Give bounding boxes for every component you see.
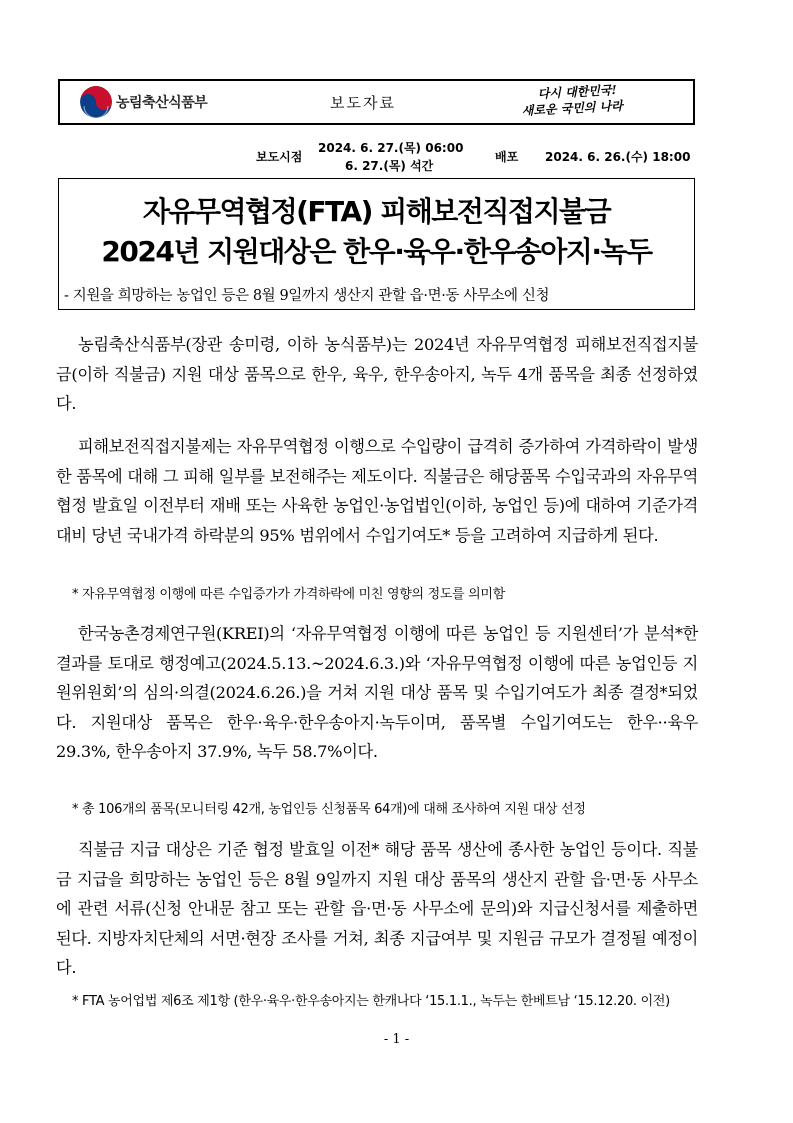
footnote-1: * 자유무역협정 이행에 따른 수입증가가 가격하락에 미친 영향의 정도를 의미함 [72, 587, 505, 602]
embargo-value-1: 2024. 6. 27.(목) 06:00 [318, 141, 464, 155]
footnote-2: * 총 106개의 품목(모니터링 42개, 농업인등 신청품목 64개)에 대해 조사하여 지원 대상 선정 [72, 802, 586, 817]
paragraph-1: 농림축산식품부(장관 송미령, 이하 농식품부)는 2024년 자유무역협정 피해보전직접지불금(이하 직불금) 지원 대상 품목으로 한우, 육우, 한우송아지, 녹두 4개 품목을 최종 선정하였다. [56, 335, 698, 413]
subheadline: - 지원을 희망하는 농업인 등은 8월 9일까지 생산지 관할 읍·면·동 사무소에 신청 [64, 288, 550, 304]
page-number: - 1 - [383, 1032, 410, 1047]
distribution-value: 2024. 6. 26.(수) 18:00 [545, 150, 691, 164]
ministry-name: 농림축산식품부 [116, 95, 208, 111]
paragraph-2: 피해보전직접지불제는 자유무역협정 이행으로 수입량이 급격히 증가하여 가격하락이 발생한 품목에 대해 그 피해 일부를 보전해주는 제도이다. 직불금은 해당품목 수입국과의 자유무역협정 발효일 이전부터 재배 또는 사육한 농업인·농업법인(이하, 농업인 등)에 대하여 기준가격 대비 당년 국내가격 하락분의 95% 범위에서 수입기여도* 등을 고려하여 지급하게 된다. [56, 437, 698, 545]
headline-line-2: 2024년 지원대상은 한우·육우·한우송아지·녹두 [101, 235, 652, 268]
embargo-label: 보도시점 [256, 150, 303, 164]
paragraph-4: 직불금 지급 대상은 기준 협정 발효일 이전* 해당 품목 생산에 종사한 농업인 등이다. 직불금 지급을 희망하는 농업인 등은 8월 9일까지 지원 대상 품목의 생산지 관할 읍·면·동 사무소에 관련 서류(신청 안내문 참고 또는 관할 읍·면·동 사무소에 문의)와 지급신청서를 제출하면 된다. 지방자치단체의 서면·현장 조사를 거쳐, 최종 지급여부 및 지원금 규모가 결정될 예정이다. [56, 840, 698, 977]
headline-line-1: 자유무역협정(FTA) 피해보전직접지불금 [142, 195, 611, 228]
footnote-3: * FTA 농어업법 제6조 제1항 (한우·육우·한우송아지는 한캐나다 ‘15.1.1., 녹두는 한베트남 ‘15.12.20. 이전) [72, 994, 670, 1009]
distribution-label: 배포 [495, 150, 519, 164]
slogan-handwriting [518, 83, 673, 121]
paragraph-3: 한국농촌경제연구원(KREI)의 ‘자유무역협정 이행에 따른 농업인 등 지원센터’가 분석*한 결과를 토대로 행정예고(2024.5.13.~2024.6.3.)와 ‘자유무역협정 이행에 따른 농업인등 지원위원회’의 심의·의결(2024.6.26.)을 거쳐 지원 대상 품목 및 수입기여도가 최종 결정*되었다. 지원대상 품목은 한우·육우·한우송아지·녹두이며, 품목별 수입기여도는 한우··육우 29.3%, 한우송아지 37.9%, 녹두 58.7%이다. [56, 624, 698, 761]
svg-text:다시 대한민국!: 다시 대한민국! [537, 83, 618, 101]
svg-text:새로운 국민의 나라: 새로운 국민의 나라 [521, 98, 624, 118]
embargo-value-2: 6. 27.(목) 석간 [345, 159, 434, 173]
government-emblem-icon [80, 86, 112, 118]
press-release-label: 보도자료 [330, 94, 396, 112]
